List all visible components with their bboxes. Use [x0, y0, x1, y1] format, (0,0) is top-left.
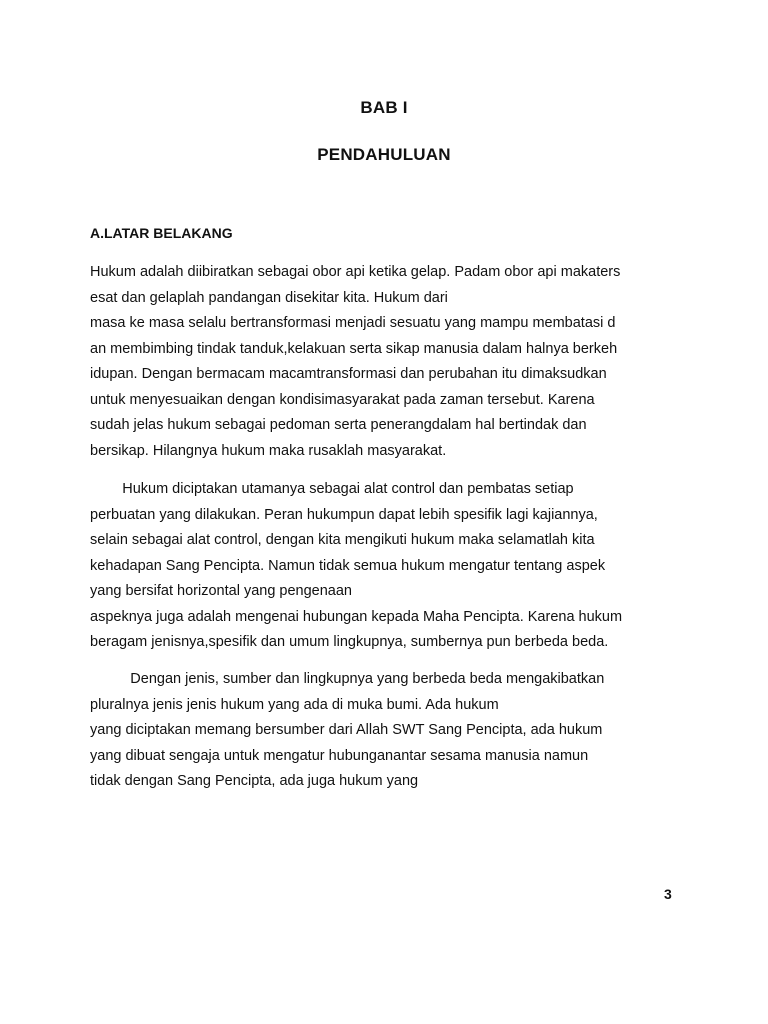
paragraph-line: tidak dengan Sang Pencipta, ada juga hukum yang: [90, 773, 419, 789]
paragraph-line: untuk menyesuaikan dengan kondisimasyarakat pada zaman tersebut. Karena: [90, 391, 595, 408]
paragraph-line: sudah jelas hukum sebagai pedoman serta penerangdalam hal bertindak dan: [90, 417, 587, 433]
paragraph-line: masa ke masa selalu bertransformasi menjadi sesuatu yang mampu membatasi d: [90, 315, 616, 331]
paragraph-line: beragam jenisnya,spesifik dan umum lingkupnya, sumbernya pun berbeda beda.: [90, 634, 609, 650]
paragraph-line: kehadapan Sang Pencipta. Namun tidak semua hukum mengatur tentang aspek: [90, 557, 606, 574]
paragraph-line: Hukum diciptakan utamanya sebagai alat control dan pembatas setiap: [90, 481, 574, 497]
paragraph-1: [90, 260, 690, 464]
page-number: 3: [664, 886, 672, 902]
chapter-title: PENDAHULUAN: [317, 145, 451, 164]
paragraph-line: selain sebagai alat control, dengan kita mengikuti hukum maka selamatlah kita: [90, 532, 595, 548]
paragraph-3: [90, 667, 690, 795]
paragraph-line: aspeknya juga adalah mengenai hubungan kepada Maha Pencipta. Karena hukum: [90, 608, 623, 625]
paragraph-line: yang dibuat sengaja untuk mengatur hubunganantar sesama manusia namun: [90, 747, 589, 764]
chapter-label: BAB I: [360, 98, 408, 117]
paragraph-line: perbuatan yang dilakukan. Peran hukumpun dapat lebih spesifik lagi kajiannya,: [90, 506, 598, 523]
paragraph-line: Dengan jenis, sumber dan lingkupnya yang berbeda beda mengakibatkan: [90, 671, 605, 687]
paragraph-line: esat dan gelaplah pandangan disekitar kita. Hukum dari: [90, 289, 448, 306]
paragraph-line: bersikap. Hilangnya hukum maka rusaklah masyarakat.: [90, 442, 447, 459]
paragraph-line: yang bersifat horizontal yang pengenaan: [90, 583, 352, 599]
paragraph-line: an membimbing tindak tanduk,kelakuan serta sikap manusia dalam halnya berkeh: [90, 340, 618, 357]
paragraph-line: pluralnya jenis jenis hukum yang ada di muka bumi. Ada hukum: [90, 696, 499, 713]
paragraph-2: [90, 477, 690, 656]
section-heading: A.LATAR BELAKANG: [90, 225, 233, 241]
paragraph-line: idupan. Dengan bermacam macamtransformasi dan perubahan itu dimaksudkan: [90, 366, 607, 382]
paragraph-line: Hukum adalah diibiratkan sebagai obor api ketika gelap. Padam obor api makaters: [90, 264, 621, 280]
paragraph-line: yang diciptakan memang bersumber dari Allah SWT Sang Pencipta, ada hukum: [90, 722, 603, 738]
